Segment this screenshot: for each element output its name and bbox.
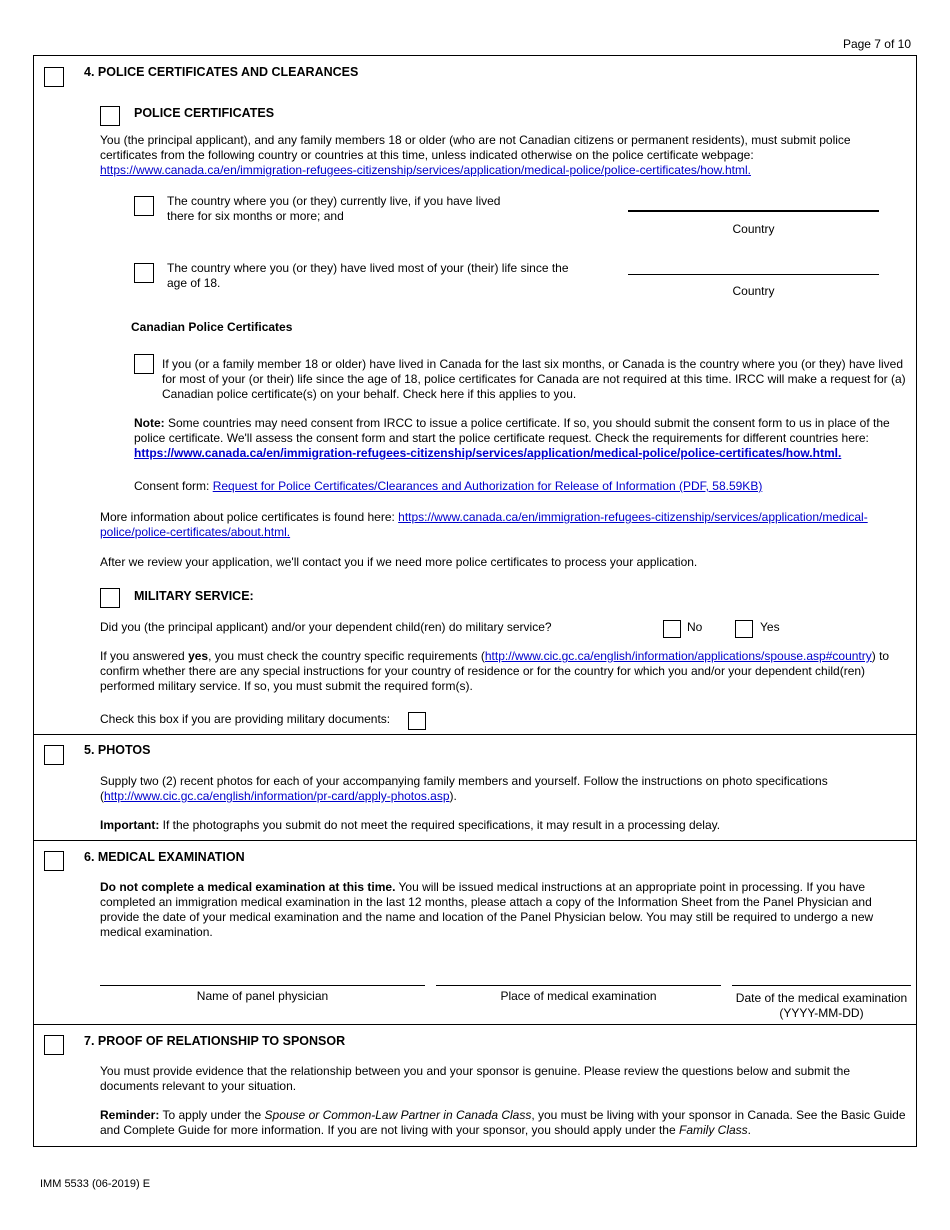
photos-text [100,774,910,804]
military-no-label: No [687,620,703,634]
more-info-text: More information about police certificates is found here: [100,510,399,524]
most-lived-country-checkbox[interactable] [134,263,154,283]
consent-note [134,416,912,461]
note-text: Some countries may need consent from IRCC to issue a police certificate. If so, you should submit the consent form to us in place of the police certificate. We'll assess the consent form and start the police certificate request. Check the requirements for different countries here: [134,416,890,445]
military-service-title: MILITARY SERVICE: [134,589,254,603]
military-yes-checkbox[interactable] [735,620,753,638]
police-how-link[interactable]: https://www.canada.ca/en/immigration-refugees-citizenship/services/application/medical-police/police-certificates/how.html. [100,163,751,177]
form-id: IMM 5533 (06-2019) E [40,1178,151,1190]
military-info-c: , you must check the country specific requirements ( [208,649,485,663]
reminder-c: . [747,1123,752,1137]
medical-date-label [724,991,919,1021]
section5-title: 5. PHOTOS [84,743,151,757]
section7-checkbox[interactable] [44,1035,64,1055]
medical-text [100,880,910,940]
military-docs-checkbox[interactable] [408,712,426,730]
most-lived-country-line2: age of 18. [167,276,221,290]
medical-text-rest: You will be issued medical instructions at an appropriate point in processing. If you have completed an immigration medical examination in the last 12 months, please attach a copy of the Information Sheet from the Panel Physician and provide the date of your medical examination and the name and location of the Panel Physician below. You may still be required to undergo a new medical examination. [100,880,874,939]
police-certificates-checkbox[interactable] [100,106,120,126]
military-info [100,649,910,694]
police-intro [100,133,910,178]
important-text: If the photographs you submit do not meet the required specifications, it may result in a processing delay. [159,818,721,832]
current-country-field[interactable] [628,210,879,212]
military-question: Did you (the principal applicant) and/or your dependent child(ren) do military service? [100,620,552,634]
canadian-police-text: If you (or a family member 18 or older) have lived in Canada for the last six months, or Canada is the country where you (or they) have lived for most of your (or their) life since the age of 18, police certificates for Canada are not required at this time. IRCC will make a request for (a) Canadian police certificate(s) on your behalf. Check here if this applies to you. [162,357,906,401]
section6-title: 6. MEDICAL EXAMINATION [84,850,245,864]
section4-title: 4. POLICE CERTIFICATES AND CLEARANCES [84,65,359,79]
military-info-link[interactable]: http://www.cic.gc.ca/english/information/applications/spouse.asp#country [484,649,872,663]
current-country-label [167,194,607,224]
medical-date-format: (YYYY-MM-DD) [779,1006,864,1020]
relationship-text: You must provide evidence that the relationship between you and your sponsor is genuine. Please review the questions below and submit the documents relevant to your situation. [100,1064,851,1093]
reminder-class1: Spouse or Common-Law Partner in Canada Class [264,1108,532,1122]
photos-text-b: ). [449,789,457,803]
current-country-checkbox[interactable] [134,196,154,216]
most-lived-country-label [167,261,607,291]
note-link[interactable]: https://www.canada.ca/en/immigration-refugees-citizenship/services/application/medical-police/police-certificates/how.html. [134,446,842,460]
photos-important [100,818,910,833]
section6-checkbox[interactable] [44,851,64,871]
military-info-d: ) to confirm whether there are any special instructions for your country of residence or for the country for which you and/or your dependent child(ren) performed military service. If so, you must submit the required form(s). [100,649,890,693]
military-yes-label: Yes [760,620,780,634]
canadian-police-title: Canadian Police Certificates [131,320,293,334]
police-intro-text: You (the principal applicant), and any family members 18 or older (who are not Canadian citizens or permanent residents), must submit police certificates from the following country or countries at this time, unless indicated otherwise on the police certificate webpage: [100,133,851,162]
reminder-b: , you must be living with your sponsor in Canada. See the Basic Guide and Complete Guide for more information. If you are not living with your sponsor, you should apply under the [100,1108,906,1137]
police-certificates-title: POLICE CERTIFICATES [134,106,275,120]
more-info-link[interactable]: https://www.canada.ca/en/immigration-refugees-citizenship/services/application/medical-police/police-certificates/about.html. [100,510,868,539]
consent-form-link[interactable]: Request for Police Certificates/Clearances and Authorization for Release of Information (PDF, 58.59KB) [212,479,763,493]
section7-title: 7. PROOF OF RELATIONSHIP TO SPONSOR [84,1034,346,1048]
divider-4-5 [33,734,917,735]
most-lived-country-field[interactable] [628,274,879,275]
reminder-a: To apply under the [159,1108,265,1122]
reminder-label: Reminder: [100,1108,160,1122]
page-number: Page 7 of 10 [842,37,911,51]
panel-physician-label: Name of panel physician [196,989,329,1003]
medical-place-label: Place of medical examination [500,989,657,1003]
after-review-text: After we review your application, we'll contact you if we need more police certificates to process your application. [100,555,698,569]
military-service-checkbox[interactable] [100,588,120,608]
current-country-field-label: Country [732,222,775,236]
photos-link[interactable]: http://www.cic.gc.ca/english/information/pr-card/apply-photos.asp [104,789,450,803]
section5-checkbox[interactable] [44,745,64,765]
medical-date-label-line1: Date of the medical examination [735,991,908,1005]
important-label: Important: [100,818,160,832]
consent-form-label: Consent form: [134,479,213,493]
military-no-checkbox[interactable] [663,620,681,638]
military-info-a: If you answered [100,649,189,663]
current-country-line2: there for six months or more; and [167,209,344,223]
consent-form-line [134,479,912,494]
divider-6-7 [33,1024,917,1025]
divider-5-6 [33,840,917,841]
reminder [100,1108,910,1138]
military-info-yes: yes [188,649,209,663]
more-info [100,510,910,540]
military-docs-label: Check this box if you are providing military documents: [100,712,391,726]
medical-bold: Do not complete a medical examination at this time. [100,880,396,894]
medical-place-field[interactable] [436,985,721,986]
most-lived-country-line1: The country where you (or they) have lived most of your (their) life since the [167,261,569,275]
current-country-line1: The country where you (or they) currently live, if you have lived [167,194,501,208]
photos-text-a: Supply two (2) recent photos for each of your accompanying family members and yourself. Follow the instructions on photo specifications ( [100,774,828,803]
reminder-class2: Family Class [679,1123,748,1137]
section4-checkbox[interactable] [44,67,64,87]
medical-date-field[interactable] [732,985,911,986]
panel-physician-field[interactable] [100,985,425,986]
canadian-police-checkbox[interactable] [134,354,154,374]
most-lived-country-field-label: Country [732,284,775,298]
note-label: Note: [134,416,165,430]
